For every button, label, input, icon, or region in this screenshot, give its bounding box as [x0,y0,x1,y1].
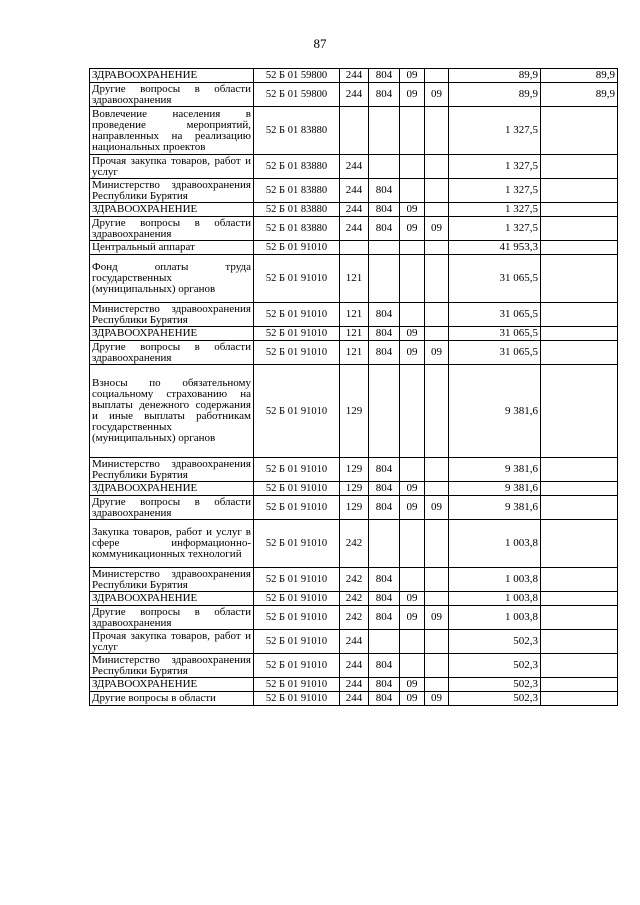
item-name-cell: Прочая закупка товаров, работ и услуг [90,630,254,654]
table-row [90,341,618,365]
expense-type-cell: 129 [340,496,369,520]
department-cell: 804 [369,203,400,217]
target-article-cell: 52 Б 01 91010 [254,482,340,496]
subsection-cell [425,107,449,155]
item-name-cell: ЗДРАВООХРАНЕНИЕ [90,203,254,217]
table-row [90,520,618,568]
amount-second-cell: 89,9 [541,69,618,83]
amount-cell: 1 327,5 [449,107,541,155]
amount-cell: 31 065,5 [449,327,541,341]
subsection-cell: 09 [425,217,449,241]
amount-cell: 1 327,5 [449,203,541,217]
table-row [90,678,618,692]
department-cell: 804 [369,217,400,241]
item-name-cell: Другие вопросы в области здравоохранения [90,217,254,241]
subsection-cell: 09 [425,692,449,706]
table-row [90,107,618,155]
amount-second-cell: 89,9 [541,83,618,107]
expense-type-cell: 244 [340,203,369,217]
amount-cell: 1 327,5 [449,217,541,241]
subsection-cell [425,303,449,327]
target-article-cell: 52 Б 01 83880 [254,217,340,241]
amount-cell: 1 003,8 [449,568,541,592]
subsection-cell [425,365,449,458]
target-article-cell: 52 Б 01 91010 [254,654,340,678]
table-row [90,592,618,606]
target-article-cell: 52 Б 01 83880 [254,155,340,179]
table-row [90,458,618,482]
amount-cell: 41 953,3 [449,241,541,255]
department-cell: 804 [369,654,400,678]
expense-type-cell: 244 [340,654,369,678]
department-cell: 804 [369,327,400,341]
subsection-cell [425,630,449,654]
target-article-cell: 52 Б 01 91010 [254,241,340,255]
target-article-cell: 52 Б 01 91010 [254,606,340,630]
target-article-cell: 52 Б 01 83880 [254,203,340,217]
expense-type-cell: 121 [340,303,369,327]
item-name-cell: Другие вопросы в области здравоохранения [90,83,254,107]
amount-second-cell [541,179,618,203]
amount-cell: 9 381,6 [449,482,541,496]
expense-type-cell: 244 [340,69,369,83]
expense-type-cell: 129 [340,458,369,482]
item-name-cell: Закупка товаров, работ и услуг в сфере информационно-коммуникационных технологий [90,520,254,568]
expense-type-cell: 129 [340,365,369,458]
expense-type-cell: 244 [340,83,369,107]
section-cell: 09 [400,606,425,630]
amount-second-cell [541,568,618,592]
section-cell [400,241,425,255]
section-cell: 09 [400,678,425,692]
section-cell [400,630,425,654]
section-cell: 09 [400,69,425,83]
item-name-cell: Министерство здравоохранения Республики Бурятия [90,179,254,203]
department-cell: 804 [369,568,400,592]
item-name-cell: Другие вопросы в области здравоохранения [90,606,254,630]
target-article-cell: 52 Б 01 91010 [254,327,340,341]
target-article-cell: 52 Б 01 91010 [254,496,340,520]
item-name-cell: ЗДРАВООХРАНЕНИЕ [90,592,254,606]
item-name-cell: Министерство здравоохранения Республики Бурятия [90,654,254,678]
table-row [90,203,618,217]
amount-cell: 1 003,8 [449,606,541,630]
table-row [90,155,618,179]
item-name-cell: Фонд оплаты труда государственных (муниципальных) органов [90,255,254,303]
department-cell: 804 [369,303,400,327]
item-name-cell: Другие вопросы в области здравоохранения [90,496,254,520]
subsection-cell [425,203,449,217]
expense-type-cell: 244 [340,678,369,692]
section-cell [400,458,425,482]
amount-second-cell [541,203,618,217]
department-cell: 804 [369,496,400,520]
target-article-cell: 52 Б 01 91010 [254,692,340,706]
table-row [90,654,618,678]
amount-cell: 89,9 [449,69,541,83]
expense-type-cell: 244 [340,692,369,706]
target-article-cell: 52 Б 01 83880 [254,107,340,155]
section-cell: 09 [400,217,425,241]
amount-second-cell [541,241,618,255]
item-name-cell: Министерство здравоохранения Республики Бурятия [90,458,254,482]
table-row [90,217,618,241]
item-name-cell: Взносы по обязательному социальному страхованию на выплаты денежного содержания и иные выплаты работникам государственных (муниципальных) органов [90,365,254,458]
item-name-cell: ЗДРАВООХРАНЕНИЕ [90,482,254,496]
amount-second-cell [541,107,618,155]
table-body [90,69,618,706]
target-article-cell: 52 Б 01 91010 [254,568,340,592]
amount-cell: 502,3 [449,630,541,654]
expense-type-cell: 244 [340,179,369,203]
amount-cell: 502,3 [449,678,541,692]
subsection-cell [425,179,449,203]
item-name-cell: Прочая закупка товаров, работ и услуг [90,155,254,179]
page-number: 87 [313,36,327,51]
table-row [90,630,618,654]
amount-second-cell [541,606,618,630]
amount-cell: 9 381,6 [449,496,541,520]
subsection-cell [425,458,449,482]
table-row [90,83,618,107]
amount-second-cell [541,678,618,692]
department-cell [369,107,400,155]
table-row [90,241,618,255]
section-cell: 09 [400,83,425,107]
amount-cell: 1 003,8 [449,592,541,606]
amount-cell: 1 327,5 [449,155,541,179]
expense-type-cell: 121 [340,255,369,303]
expense-type-cell: 242 [340,568,369,592]
item-name-cell: ЗДРАВООХРАНЕНИЕ [90,678,254,692]
amount-cell: 31 065,5 [449,303,541,327]
department-cell [369,365,400,458]
department-cell: 804 [369,69,400,83]
section-cell: 09 [400,592,425,606]
table-row [90,496,618,520]
amount-cell: 502,3 [449,654,541,678]
item-name-cell: ЗДРАВООХРАНЕНИЕ [90,69,254,83]
amount-cell: 502,3 [449,692,541,706]
section-cell [400,654,425,678]
expense-type-cell: 244 [340,217,369,241]
department-cell: 804 [369,606,400,630]
section-cell [400,155,425,179]
department-cell: 804 [369,341,400,365]
item-name-cell: Другие вопросы в области [90,692,254,706]
amount-second-cell [541,303,618,327]
department-cell [369,241,400,255]
amount-second-cell [541,255,618,303]
target-article-cell: 52 Б 01 91010 [254,365,340,458]
target-article-cell: 52 Б 01 91010 [254,630,340,654]
target-article-cell: 52 Б 01 91010 [254,303,340,327]
section-cell: 09 [400,496,425,520]
target-article-cell: 52 Б 01 91010 [254,678,340,692]
subsection-cell [425,155,449,179]
department-cell: 804 [369,692,400,706]
subsection-cell: 09 [425,341,449,365]
amount-second-cell [541,520,618,568]
expense-type-cell: 121 [340,341,369,365]
table-row [90,327,618,341]
section-cell: 09 [400,327,425,341]
table-row [90,365,618,458]
subsection-cell [425,592,449,606]
expense-type-cell: 244 [340,630,369,654]
amount-second-cell [541,341,618,365]
table-row [90,692,618,706]
target-article-cell: 52 Б 01 59800 [254,69,340,83]
expense-type-cell: 242 [340,520,369,568]
section-cell [400,303,425,327]
subsection-cell [425,327,449,341]
department-cell [369,520,400,568]
amount-second-cell [541,155,618,179]
item-name-cell: Министерство здравоохранения Республики Бурятия [90,303,254,327]
amount-cell: 1 003,8 [449,520,541,568]
target-article-cell: 52 Б 01 91010 [254,341,340,365]
target-article-cell: 52 Б 01 91010 [254,255,340,303]
target-article-cell: 52 Б 01 59800 [254,83,340,107]
amount-second-cell [541,365,618,458]
expense-type-cell: 121 [340,327,369,341]
section-cell: 09 [400,341,425,365]
target-article-cell: 52 Б 01 91010 [254,592,340,606]
amount-second-cell [541,592,618,606]
amount-second-cell [541,496,618,520]
subsection-cell: 09 [425,606,449,630]
section-cell [400,365,425,458]
subsection-cell: 09 [425,83,449,107]
section-cell [400,568,425,592]
item-name-cell: Центральный аппарат [90,241,254,255]
section-cell: 09 [400,482,425,496]
department-cell: 804 [369,458,400,482]
subsection-cell [425,654,449,678]
subsection-cell [425,69,449,83]
table-row [90,69,618,83]
amount-second-cell [541,692,618,706]
section-cell: 09 [400,692,425,706]
amount-second-cell [541,327,618,341]
table-row [90,568,618,592]
subsection-cell [425,241,449,255]
target-article-cell: 52 Б 01 91010 [254,458,340,482]
table-row [90,606,618,630]
section-cell [400,107,425,155]
expense-type-cell [340,107,369,155]
budget-table [89,68,618,706]
table-row [90,482,618,496]
amount-cell: 31 065,5 [449,255,541,303]
amount-second-cell [541,654,618,678]
subsection-cell [425,678,449,692]
expense-type-cell: 242 [340,592,369,606]
expense-type-cell: 242 [340,606,369,630]
amount-second-cell [541,217,618,241]
section-cell [400,255,425,303]
department-cell [369,630,400,654]
target-article-cell: 52 Б 01 91010 [254,520,340,568]
item-name-cell: Вовлечение населения в проведение мероприятий, направленных на реализацию национальных проектов [90,107,254,155]
subsection-cell [425,255,449,303]
department-cell: 804 [369,482,400,496]
amount-cell: 1 327,5 [449,179,541,203]
section-cell [400,520,425,568]
expense-type-cell: 129 [340,482,369,496]
item-name-cell: Министерство здравоохранения Республики Бурятия [90,568,254,592]
amount-cell: 9 381,6 [449,365,541,458]
department-cell [369,255,400,303]
amount-second-cell [541,630,618,654]
item-name-cell: ЗДРАВООХРАНЕНИЕ [90,327,254,341]
table-row [90,303,618,327]
subsection-cell [425,568,449,592]
department-cell: 804 [369,179,400,203]
department-cell: 804 [369,592,400,606]
amount-second-cell [541,458,618,482]
department-cell [369,155,400,179]
subsection-cell [425,482,449,496]
table-row [90,255,618,303]
department-cell: 804 [369,678,400,692]
department-cell: 804 [369,83,400,107]
target-article-cell: 52 Б 01 83880 [254,179,340,203]
amount-cell: 9 381,6 [449,458,541,482]
table-row [90,179,618,203]
subsection-cell [425,520,449,568]
section-cell: 09 [400,203,425,217]
amount-cell: 31 065,5 [449,341,541,365]
expense-type-cell: 244 [340,155,369,179]
amount-second-cell [541,482,618,496]
expense-type-cell [340,241,369,255]
subsection-cell: 09 [425,496,449,520]
item-name-cell: Другие вопросы в области здравоохранения [90,341,254,365]
section-cell [400,179,425,203]
amount-cell: 89,9 [449,83,541,107]
